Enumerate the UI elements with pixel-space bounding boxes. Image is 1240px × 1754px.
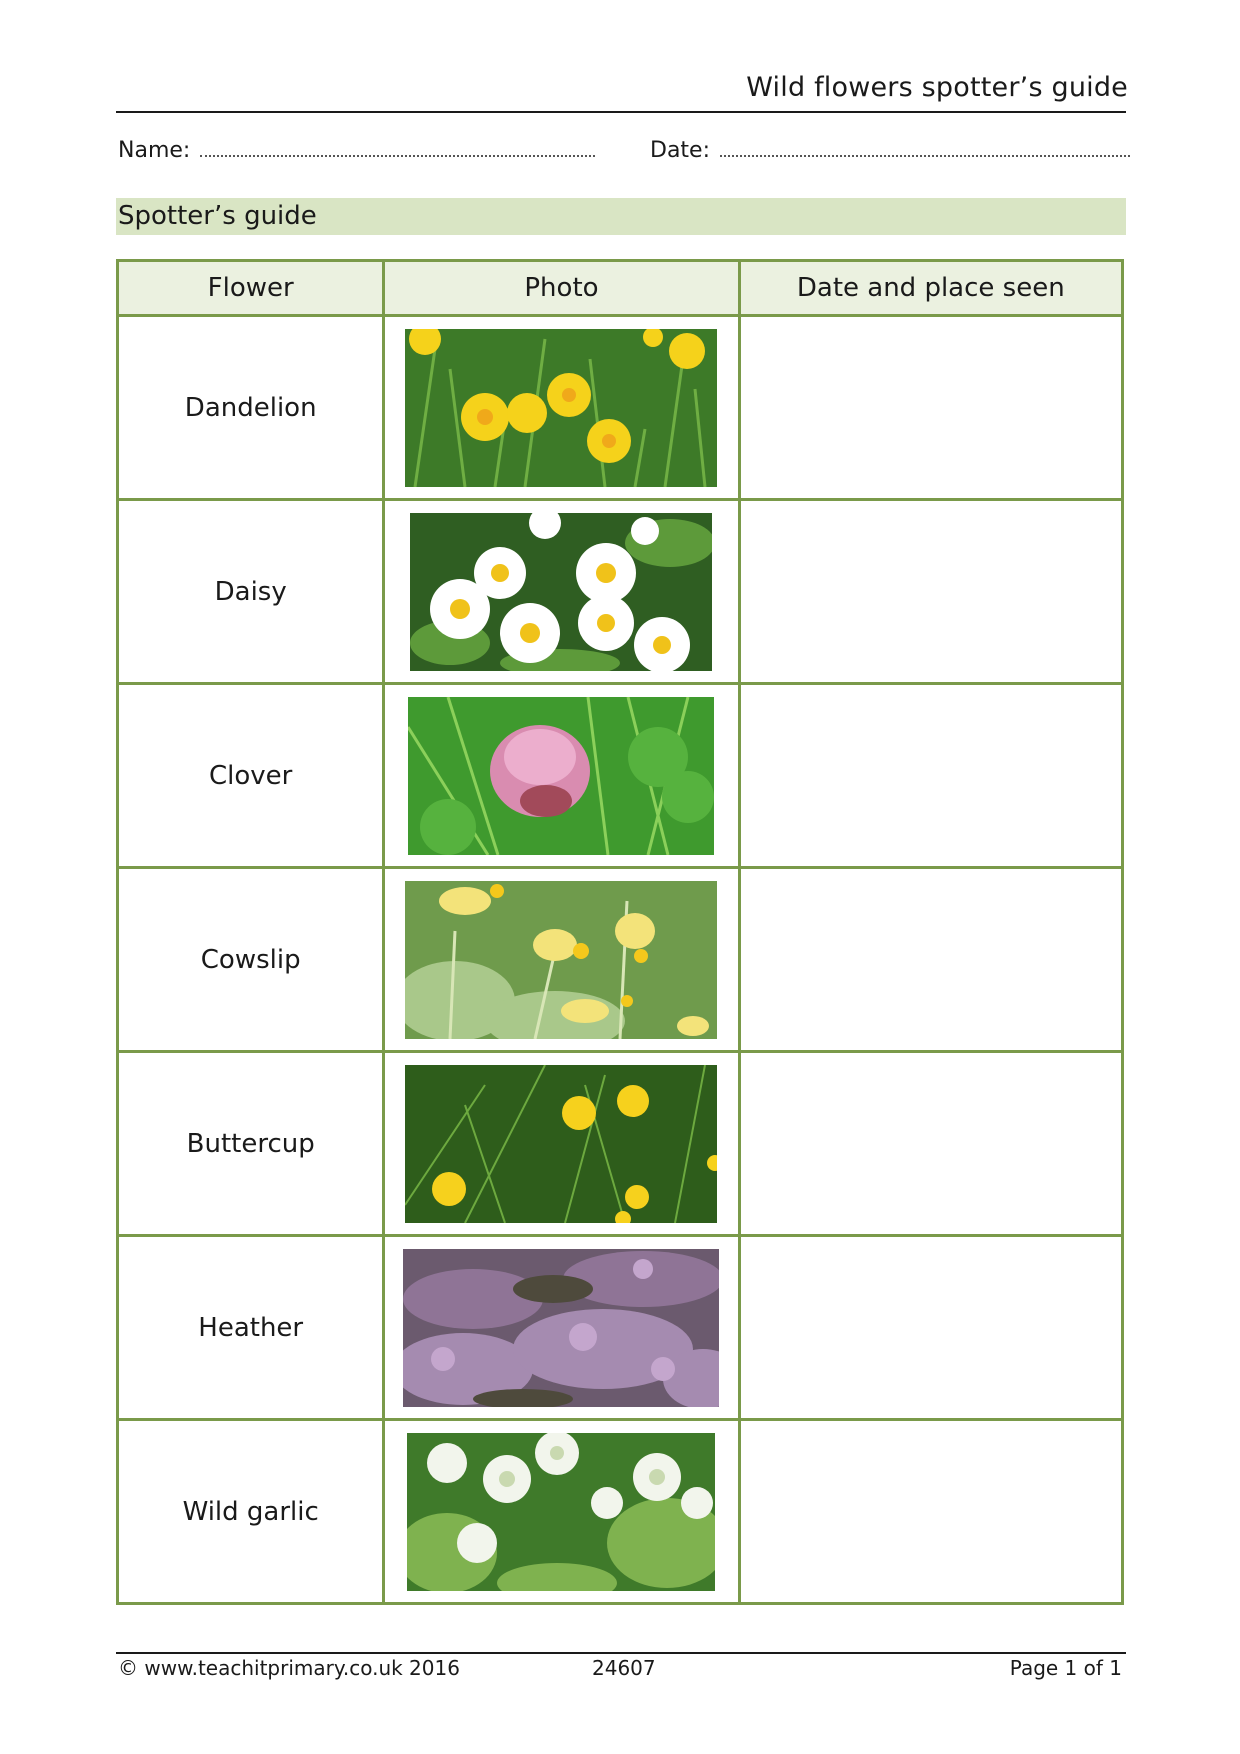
wild-garlic-photo xyxy=(407,1433,715,1591)
name-fill-line[interactable] xyxy=(200,139,595,157)
date-label: Date: xyxy=(650,138,710,163)
footer-rule xyxy=(116,1652,1126,1654)
photo-cell xyxy=(384,1236,739,1420)
photo-cell xyxy=(384,684,739,868)
daisy-photo xyxy=(410,513,712,671)
flower-name: Heather xyxy=(118,1236,384,1420)
date-fill-line[interactable] xyxy=(720,139,1130,157)
buttercup-photo xyxy=(405,1065,717,1223)
footer-resource-code: 24607 xyxy=(592,1656,656,1680)
table-row xyxy=(118,1420,1123,1604)
photo-cell xyxy=(384,1420,739,1604)
column-header-photo: Photo xyxy=(384,261,739,316)
flower-name: Cowslip xyxy=(118,868,384,1052)
date-place-cell[interactable] xyxy=(739,1236,1122,1420)
photo-cell xyxy=(384,1052,739,1236)
flower-name: Daisy xyxy=(118,500,384,684)
dandelion-photo xyxy=(405,329,717,487)
date-place-cell[interactable] xyxy=(739,1052,1122,1236)
table-row xyxy=(118,1236,1123,1420)
table-header-row xyxy=(118,261,1123,316)
footer-page-number: Page 1 of 1 xyxy=(1009,1656,1122,1680)
name-label: Name: xyxy=(118,138,191,163)
flower-name: Buttercup xyxy=(118,1052,384,1236)
flower-name: Dandelion xyxy=(118,316,384,500)
date-place-cell[interactable] xyxy=(739,316,1122,500)
footer-copyright: © www.teachitprimary.co.uk 2016 xyxy=(118,1656,460,1680)
header-rule xyxy=(116,111,1126,113)
photo-cell xyxy=(384,316,739,500)
date-place-cell[interactable] xyxy=(739,500,1122,684)
date-place-cell[interactable] xyxy=(739,868,1122,1052)
name-field xyxy=(118,138,595,163)
date-place-cell[interactable] xyxy=(739,684,1122,868)
page-header-title: Wild flowers spotter’s guide xyxy=(746,72,1128,103)
table-row xyxy=(118,1052,1123,1236)
date-field xyxy=(650,138,1130,163)
column-header-flower: Flower xyxy=(118,261,384,316)
photo-cell xyxy=(384,868,739,1052)
section-heading: Spotter’s guide xyxy=(116,198,1126,235)
table-row xyxy=(118,684,1123,868)
flower-name: Clover xyxy=(118,684,384,868)
date-place-cell[interactable] xyxy=(739,1420,1122,1604)
heather-photo xyxy=(403,1249,719,1407)
table-row xyxy=(118,868,1123,1052)
clover-photo xyxy=(408,697,714,855)
table-row xyxy=(118,500,1123,684)
flower-name: Wild garlic xyxy=(118,1420,384,1604)
cowslip-photo xyxy=(405,881,717,1039)
spotter-table xyxy=(116,259,1124,1605)
photo-cell xyxy=(384,500,739,684)
column-header-date-place: Date and place seen xyxy=(739,261,1122,316)
table-row xyxy=(118,316,1123,500)
